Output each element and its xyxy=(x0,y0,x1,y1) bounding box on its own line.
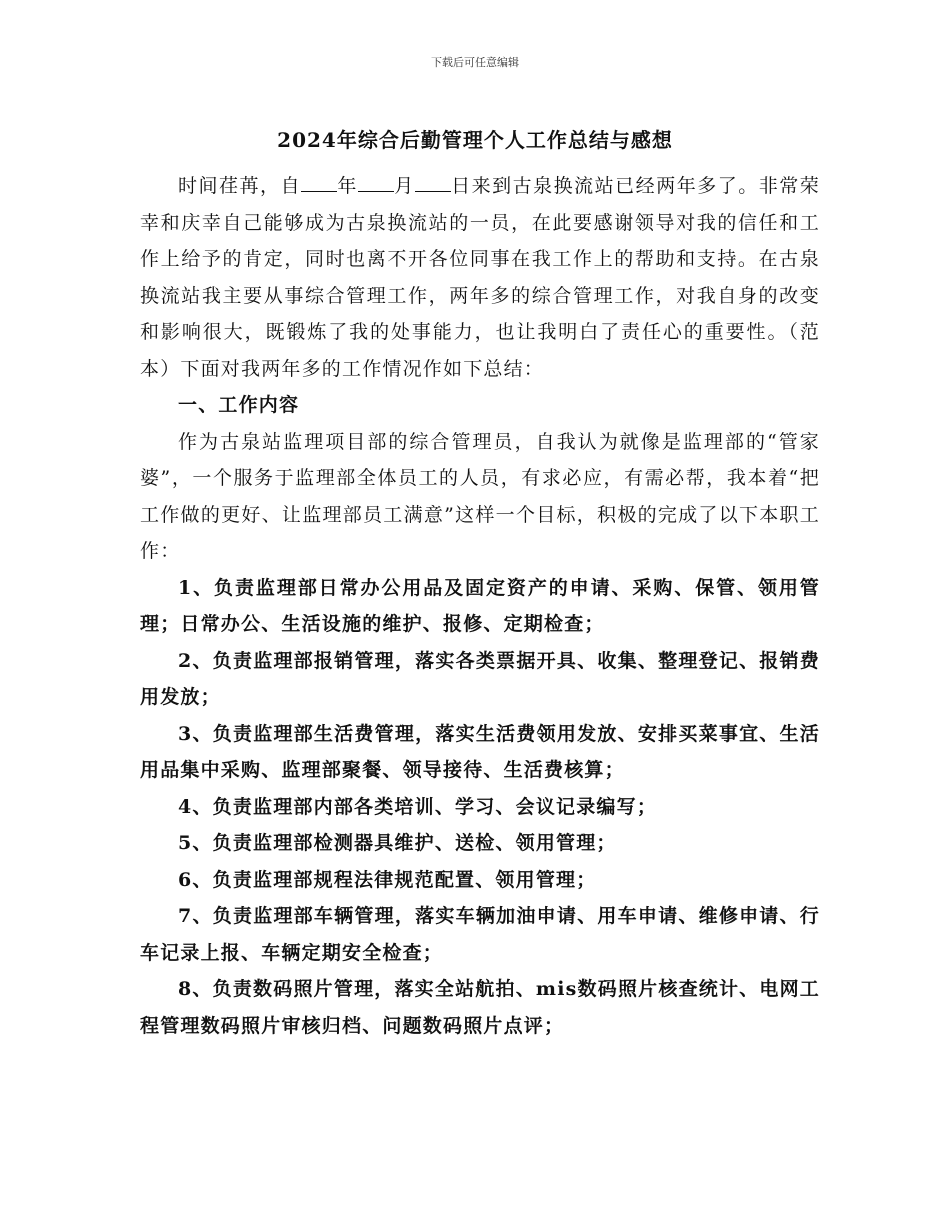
header-note: 下载后可任意编辑 xyxy=(431,56,519,69)
document-title: 2024年综合后勤管理个人工作总结与感想 xyxy=(277,128,673,152)
list-item: 6、负责监理部规程法律规范配置、领用管理； xyxy=(178,868,597,891)
list-item: 2、负责监理部报销管理，落实各类票据开具、收集、整理登记、报销费用发放； xyxy=(140,649,820,708)
intro-month: 月 xyxy=(393,175,415,197)
list-item: 3、负责监理部生活费管理，落实生活费领用发放、安排买菜事宜、生活用品集中采购、监理部聚餐、领导接待、生活费核算； xyxy=(140,722,820,781)
blank-day xyxy=(415,173,451,192)
intro-part2: 日来到古泉换流站已经两年多了。非常荣幸和庆幸自己能够成为古泉换流站的一员，在此要感谢领导对我的信任和工作上给予的肯定，同时也离不开各位同事在我工作上的帮助和支持。在古泉换流站我主要从事综合管理工作，两年多的综合管理工作，对我自身的改变和影响很大，既锻炼了我的处事能力，也让我明白了责任心的重要性。（范本）下面对我两年多的工作情况作如下总结： xyxy=(140,175,820,380)
blank-month xyxy=(358,173,394,192)
list-item: 1、负责监理部日常办公用品及固定资产的申请、采购、保管、领用管理；日常办公、生活设施的维护、报修、定期检查； xyxy=(140,576,820,635)
intro-year: 年 xyxy=(337,175,358,197)
intro-paragraph xyxy=(140,168,820,387)
blank-year xyxy=(301,173,337,192)
list-item: 8、负责数码照片管理，落实全站航拍、mis数码照片核查统计、电网工程管理数码照片审核归档、问题数码照片点评； xyxy=(140,978,820,1037)
list-item: 4、负责监理部内部各类培训、学习、会议记录编写； xyxy=(178,795,658,818)
document-body xyxy=(140,168,820,1044)
section-intro-paragraph: 作为古泉站监理项目部的综合管理员，自我认为就像是监理部的“管家婆”，一个服务于监理部全体员工的人员，有求必应，有需必帮，我本着“把工作做的更好、让监理部员工满意”这样一个目标，积极的完成了以下本职工作： xyxy=(140,430,820,562)
intro-part1: 时间荏苒，自 xyxy=(178,175,302,197)
list-item: 7、负责监理部车辆管理，落实车辆加油申请、用车申请、维修申请、行车记录上报、车辆定期安全检查； xyxy=(140,905,820,964)
section-heading: 一、工作内容 xyxy=(178,394,300,416)
list-item: 5、负责监理部检测器具维护、送检、领用管理； xyxy=(178,832,617,854)
